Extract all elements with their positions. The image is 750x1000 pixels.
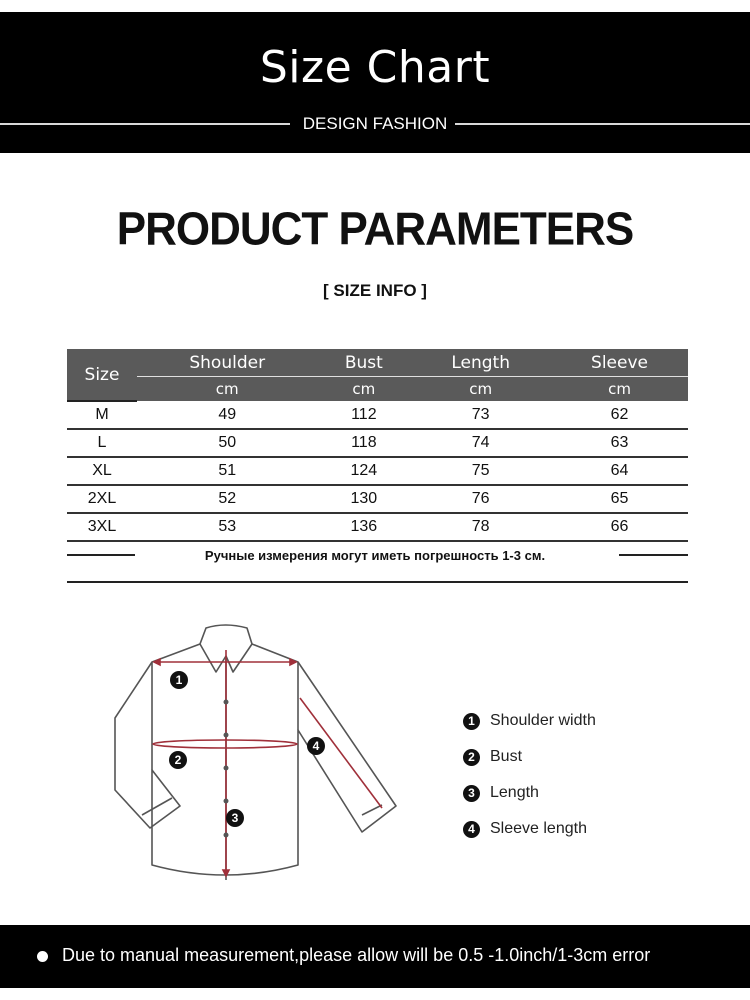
measurement-legend [463,703,596,847]
cell-shoulder: 49 [137,401,317,429]
header-subtitle [0,114,750,134]
footer-banner [0,925,750,988]
table-row [67,429,688,457]
cell-size: M [67,401,137,429]
marker-1-icon: 1 [463,713,480,730]
unit-shoulder: cm [137,377,317,402]
svg-text:4: 4 [312,739,320,753]
cell-size: 2XL [67,485,137,513]
cell-sleeve: 62 [551,401,688,429]
legend-item [463,811,596,847]
column-header-length: Length [410,349,551,377]
cell-sleeve: 65 [551,485,688,513]
unit-length: cm [410,377,551,402]
section-subtitle: [ SIZE INFO ] [323,281,427,300]
cell-size: XL [67,457,137,485]
cell-bust: 136 [317,513,410,541]
cell-bust: 118 [317,429,410,457]
cell-length: 75 [410,457,551,485]
table-row [67,485,688,513]
svg-text:3: 3 [231,811,239,825]
legend-item [463,775,596,811]
marker-2-icon: 2 [463,749,480,766]
table-row [67,401,688,429]
legend-label: Sleeve length [490,820,587,837]
cell-size: 3XL [67,513,137,541]
marker-4-icon: 4 [463,821,480,838]
table-row [67,457,688,485]
legend-label: Shoulder width [490,712,596,729]
table-row [67,513,688,541]
svg-text:1: 1 [175,673,183,687]
header-subtitle-text: DESIGN FASHION [297,114,454,133]
cell-shoulder: 51 [137,457,317,485]
size-column-header: Size [67,349,137,401]
footer-note: Due to manual measurement,please allow will be 0.5 -1.0inch/1-3cm error [62,945,651,965]
column-header-bust: Bust [317,349,410,377]
marker-3-icon: 3 [463,785,480,802]
cell-sleeve: 64 [551,457,688,485]
cell-sleeve: 66 [551,513,688,541]
cell-bust: 124 [317,457,410,485]
unit-bust: cm [317,377,410,402]
cell-size: L [67,429,137,457]
legend-label: Bust [490,748,523,765]
unit-sleeve: cm [551,377,688,402]
svg-text:2: 2 [174,753,182,767]
legend-item [463,739,596,775]
cell-bust: 130 [317,485,410,513]
column-header-sleeve: Sleeve [551,349,688,377]
bullet-icon [37,951,48,962]
cell-shoulder: 52 [137,485,317,513]
header-banner [0,12,750,153]
cell-length: 76 [410,485,551,513]
cell-sleeve: 63 [551,429,688,457]
size-table [67,349,688,542]
column-header-shoulder: Shoulder [137,349,317,377]
legend-item [463,703,596,739]
page-title: Size Chart [259,42,491,93]
cell-shoulder: 53 [137,513,317,541]
cell-shoulder: 50 [137,429,317,457]
divider [67,581,688,583]
section-title: PRODUCT PARAMETERS [116,203,634,256]
shirt-diagram [100,610,420,890]
legend-label: Length [490,784,539,801]
cell-bust: 112 [317,401,410,429]
measurement-note: Ручные измерения могут иметь погрешность 1-3 см. [204,548,546,563]
cell-length: 78 [410,513,551,541]
cell-length: 74 [410,429,551,457]
cell-length: 73 [410,401,551,429]
